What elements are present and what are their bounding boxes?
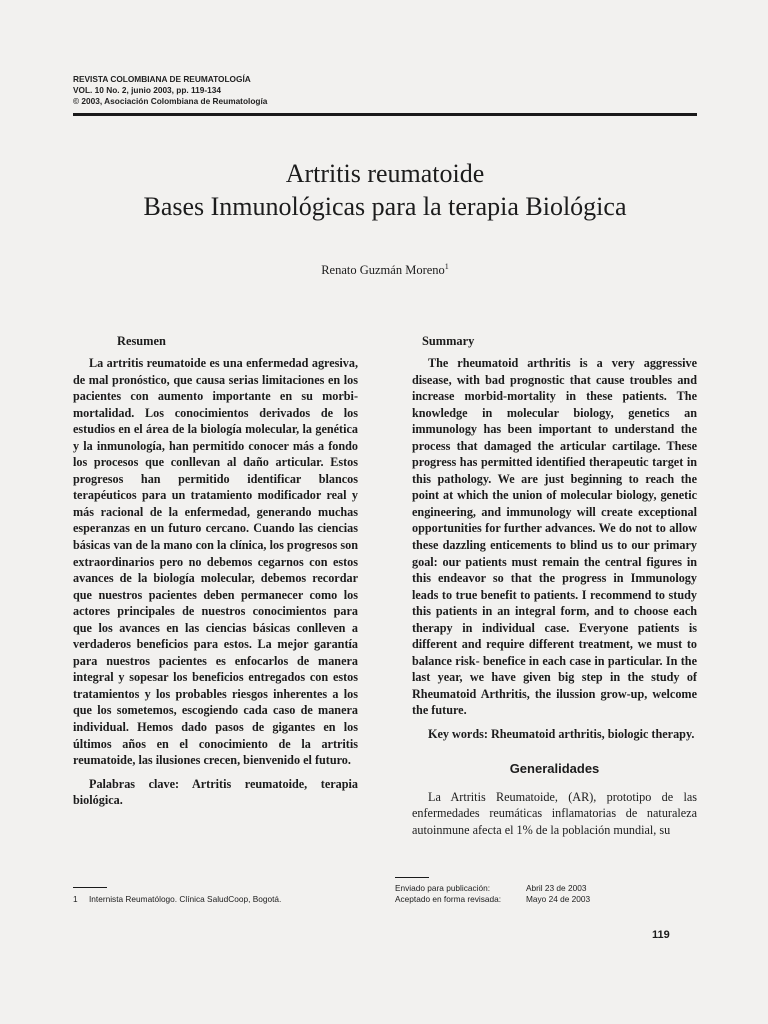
footnote-rule bbox=[73, 887, 107, 888]
journal-volume: VOL. 10 No. 2, junio 2003, pp. 119-134 bbox=[73, 85, 222, 95]
author-footnote-mark: 1 bbox=[444, 262, 449, 271]
journal-copyright: © 2003, Asociación Colombiana de Reumatología bbox=[73, 96, 268, 106]
generalidades-heading: Generalidades bbox=[509, 760, 600, 776]
summary-column bbox=[412, 333, 697, 838]
sent-value: Abril 23 de 2003 bbox=[526, 883, 587, 893]
footnote bbox=[73, 894, 281, 905]
submission-dates bbox=[395, 883, 590, 905]
accepted-row bbox=[395, 894, 590, 905]
article-title-line2: Bases Inmunológicas para la terapia Biológica bbox=[143, 192, 627, 221]
footnote-text: Internista Reumatólogo. Clínica SaludCoop, Bogotá. bbox=[89, 894, 282, 904]
resumen-keywords: Palabras clave: Artritis reumatoide, terapia biológica. bbox=[73, 776, 358, 808]
summary-heading: Summary bbox=[422, 334, 475, 348]
sent-label: Enviado para publicación: bbox=[395, 883, 491, 893]
generalidades-body: La Artritis Reumatoide, (AR), prototipo de las enfermedades reumáticas inflamatorias de naturaleza autoinmune afecta el 1% de la población mundial, su bbox=[412, 789, 697, 837]
resumen-column bbox=[73, 333, 358, 809]
sent-row bbox=[395, 883, 590, 894]
article-title-line1: Artritis reumatoide bbox=[285, 159, 485, 188]
article-author bbox=[73, 262, 697, 278]
resumen-body: La artritis reumatoide es una enfermedad agresiva, de mal pronóstico, que causa serias limitaciones en los pacientes con aumento importante en su morbi-mortalidad. Los conocimientos derivados de los estudios en el área de la biología molecular, la genética y la inmunología, han permitido conocer más a fondo los procesos que conllevan al daño articular. Estos progresos han permitido identificar blancos terapéuticos para un tratamiento modificador real y más racional de la enfermedad, generando muchas esperanzas en un futuro cercano. Cuando las ciencias básicas van de la mano con la clínica, los progresos son extraordinarios pero no debemos cegarnos con estos avances de la biología molecular, debemos recordar que nuestros pacientes deben permanecer como los actores principales de nuestros conocimientos para que los avances en las ciencias básicas conlleven a verdaderos beneficios para estos. La mejor garantía para nuestros pacientes es enfocarlos de manera integral y sopesar los beneficios entregados con estos tratamientos y los probables riesgos inherentes a los que los sometemos, escogiendo cada caso de manera individual. Hemos dado pasos de gigantes en los últimos años en el conocimiento de la artritis reumatoide, las ilusiones crecen, bienvenido el futuro. bbox=[73, 356, 358, 768]
summary-body: The rheumatoid arthritis is a very aggressive disease, with bad prognostic that cause troubles and increase morbid-mortality in these patients. The knowledge in molecular biology, genetics an immunology has been important to understand the process that damaged the articular cartilage. These progress has permitted identified therapeutic target in this pathology. We are just beginning to reach the point at which the union of molecular biology, genetic engineering, and immunology will create exceptional opportunities for further advances. We do not to allow these dazzling enticements to blind us to our primary goal: our patients must remain the central figures in this endeavor so that the progress in Immunology leads to true benefit to patients. I recommend to study this patients in an integral form, and to choose each therapy in individual case. Everyone patients is different and require different treatment, we must to balance risk- benefice in each case in particular. In the last year, we have given big step in the study of Rheumatoid Arthritis, the ilussion grow-up, welcome the future. bbox=[412, 356, 697, 718]
journal-name: REVISTA COLOMBIANA DE REUMATOLOGÍA bbox=[73, 74, 251, 84]
journal-header bbox=[73, 74, 267, 107]
summary-keywords: Key words: Rheumatoid arthritis, biologic therapy. bbox=[428, 727, 695, 742]
dates-rule bbox=[395, 877, 429, 878]
author-name: Renato Guzmán Moreno bbox=[321, 263, 445, 278]
accepted-value: Mayo 24 de 2003 bbox=[526, 894, 591, 904]
header-rule bbox=[73, 113, 697, 116]
accepted-label: Aceptado en forma revisada: bbox=[395, 894, 502, 904]
footnote-number: 1 bbox=[73, 894, 78, 904]
page-number: 119 bbox=[652, 929, 670, 941]
resumen-heading: Resumen bbox=[117, 334, 166, 348]
